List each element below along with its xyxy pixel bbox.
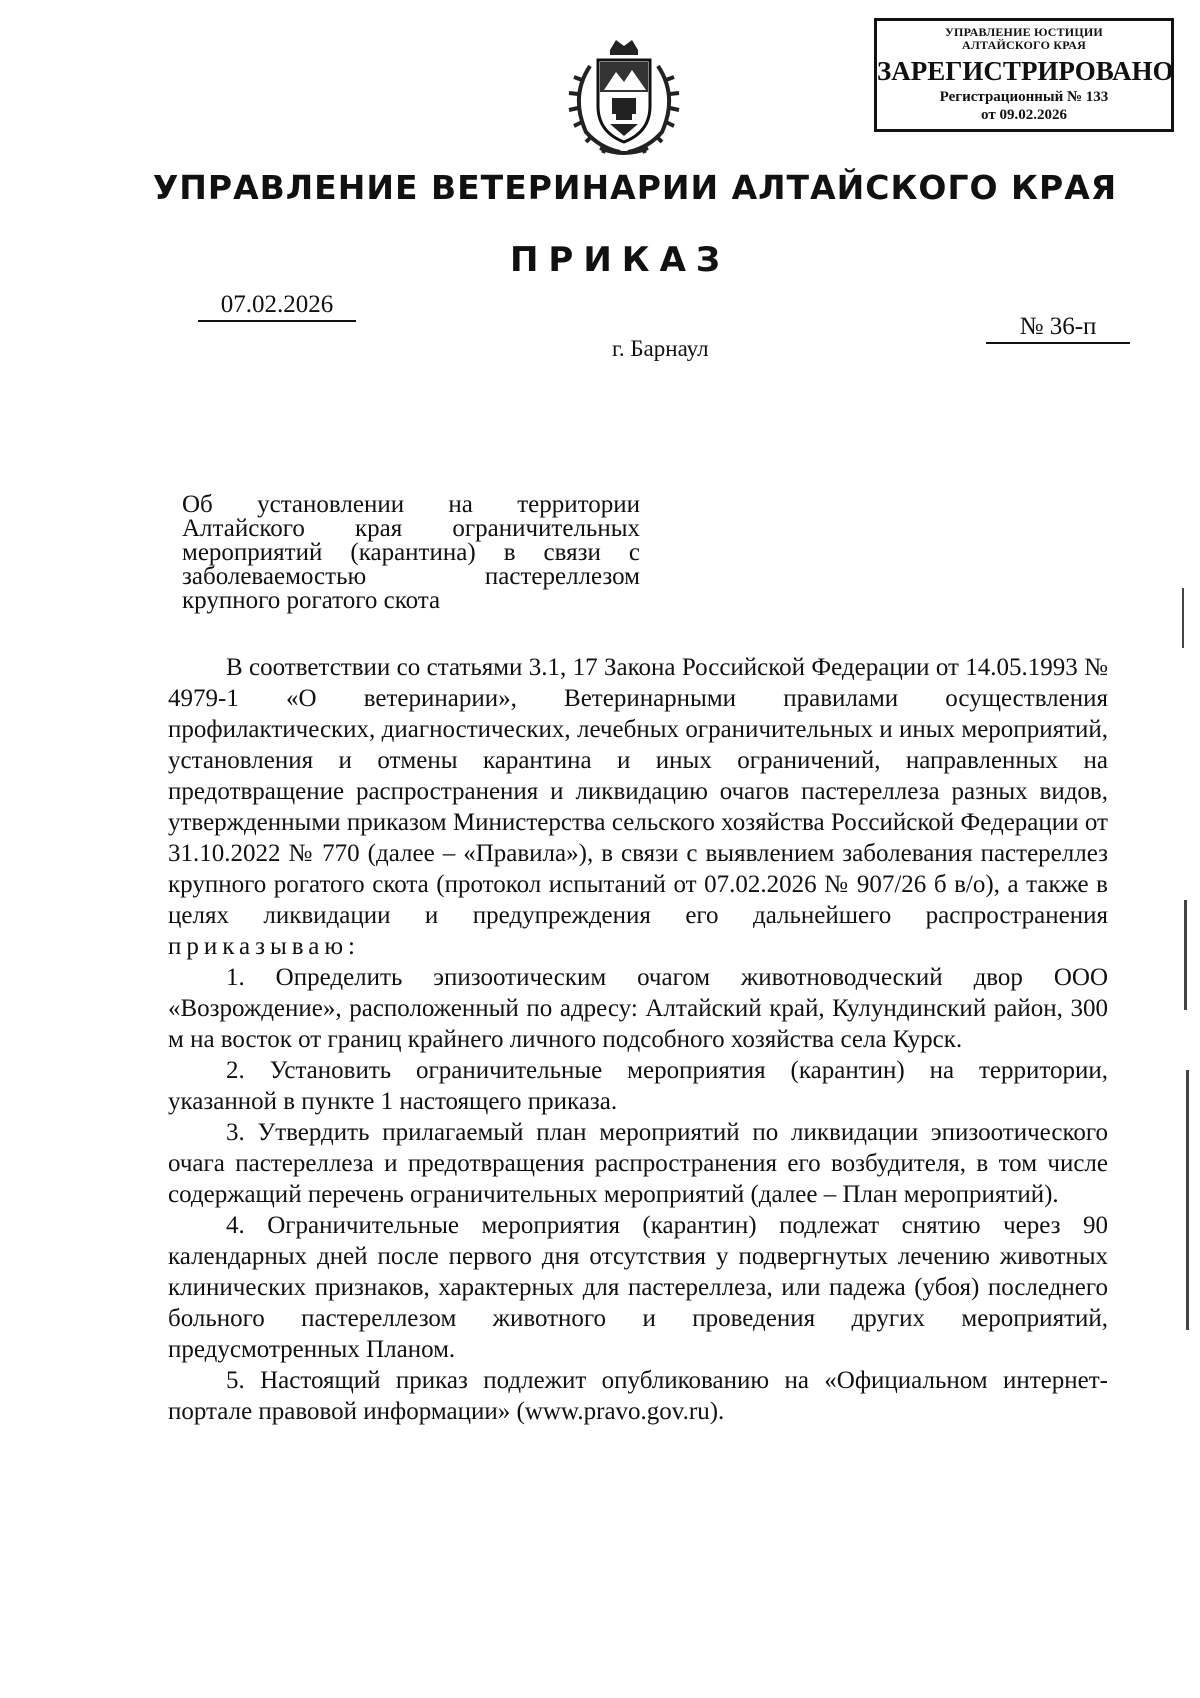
stamp-status: ЗАРЕГИСТРИРОВАНО: [877, 56, 1174, 86]
stamp-org-line1: УПРАВЛЕНИЕ ЮСТИЦИИ: [945, 25, 1103, 39]
preamble-text: В соответствии со статьями 3.1, 17 Закона Российской Федерации от 14.05.1993 № 4979-1 «О ветеринарии», Ветеринарными правилами осуществления профилактических, диагностических, лечебных ограничительных и иных мероприятий, установления и отмены карантина и иных ограничений, направленных на предотвращение распространения и ликвидацию очагов пастереллеза разных видов, утвержденными приказом Министерства сельского хозяйства Российской Федерации от 31.10.2022 № 770 (далее – «Правила»), в связи с выявлением заболевания пастереллез крупного рогатого скота (протокол испытаний от 07.02.2026 № 907/26 б в/о), а также в целях ликвидации и предупреждения его дальнейшего распространения: [168, 654, 1108, 929]
organization-title: УПРАВЛЕНИЕ ВЕТЕРИНАРИИ АЛТАЙСКОГО КРАЯ: [152, 168, 1118, 207]
order-item-2: 2. Установить ограничительные мероприятия (карантин) на территории, указанной в пункте 1 настоящего приказа.: [168, 1057, 1108, 1115]
order-item-1: 1. Определить эпизоотическим очагом животноводческий двор ООО «Возрождение», расположенный по адресу: Алтайский край, Кулундинский район, 300 м на восток от границ крайнего личного подсобного хозяйства села Курск.: [168, 964, 1108, 1053]
subject-line: заболеваемостью пастереллезом: [182, 563, 640, 590]
document-subject: [182, 493, 640, 613]
subject-line: мероприятий (карантина) в связи с: [182, 539, 640, 566]
document-body: [168, 652, 1108, 1427]
scan-edge-mark: [1186, 1070, 1189, 1330]
stamp-reg-date: от 09.02.2026: [981, 107, 1067, 123]
scan-edge-mark: [1184, 900, 1187, 1010]
order-item-3: 3. Утвердить прилагаемый план мероприятий по ликвидации эпизоотического очага пастереллеза и предотвращения распространения его возбудителя, в том числе содержащий перечень ограничительных мероприятий (далее – План мероприятий).: [168, 1119, 1108, 1208]
stamp-reg-number: Регистрационный № 133: [939, 89, 1109, 105]
stamp-org-line2: АЛТАЙСКОГО КРАЯ: [962, 38, 1086, 52]
registration-stamp: [874, 18, 1174, 132]
subject-line: Об установлении на территории: [182, 491, 640, 518]
document-type: ПРИКАЗ: [509, 240, 731, 280]
subject-line: Алтайского края ограничительных: [182, 515, 640, 542]
document-date: 07.02.2026: [198, 290, 356, 322]
order-word: приказываю:: [168, 933, 360, 960]
document-number: № 36-п: [986, 312, 1130, 344]
subject-line: крупного рогатого скота: [182, 587, 441, 614]
order-item-4: 4. Ограничительные мероприятия (карантин) подлежат снятию через 90 календарных дней после первого дня отсутствия у подвергнутых лечению животных клинических признаков, характерных для пастереллеза, или падежа (убоя) последнего больного пастереллезом животного и проведения других мероприятий, предусмотренных Планом.: [168, 1212, 1108, 1363]
scan-edge-mark: [1182, 588, 1184, 648]
body-preamble: [168, 652, 1108, 962]
order-item-5: 5. Настоящий приказ подлежит опубликованию на «Официальном интернет-портале правовой информации» (www.pravo.gov.ru).: [168, 1367, 1108, 1425]
document-city: г. Барнаул: [612, 336, 709, 361]
altai-krai-coat-of-arms-icon: [560, 36, 688, 160]
